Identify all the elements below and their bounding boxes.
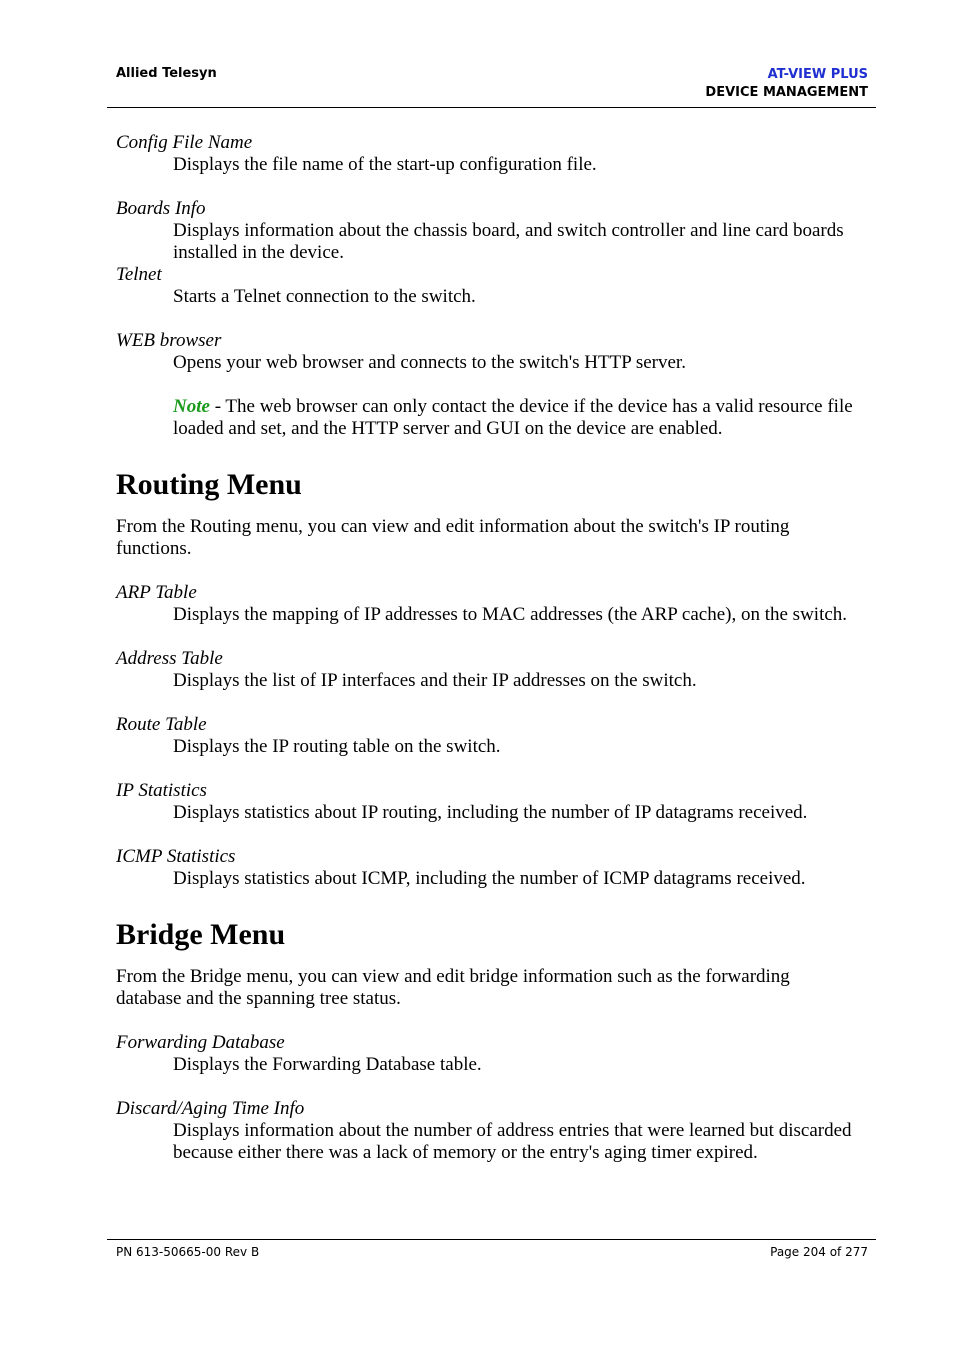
note-text: - The web browser can only contact the device if the device has a valid resource file loaded and set, and the HTTP server and GUI on the device are enabled. (173, 396, 853, 439)
term-label: Config File Name (116, 132, 253, 153)
routing-intro: From the Routing menu, you can view and edit information about the switch's IP routing functions. (116, 516, 790, 559)
routing-heading: Routing Menu (116, 468, 302, 501)
item-boards-info (116, 198, 876, 264)
term-label: IP Statistics (116, 780, 207, 801)
term-description: Displays the Forwarding Database table. (173, 1054, 482, 1075)
footer-rule (107, 1239, 876, 1240)
item-web-browser (116, 330, 876, 374)
header-product: AT-VIEW PLUS (767, 67, 868, 82)
header-rule (107, 107, 876, 108)
item-address-table (116, 648, 876, 692)
note-label: Note (173, 396, 210, 417)
term-label: Route Table (116, 714, 207, 735)
term-label: WEB browser (116, 330, 222, 351)
item-config-file (116, 132, 876, 176)
term-description: Displays the IP routing table on the switch. (173, 736, 501, 757)
term-label: Discard/Aging Time Info (116, 1098, 305, 1119)
term-description: Displays information about the chassis board, and switch controller and line card boards installed in the device. (173, 220, 844, 263)
term-description: Starts a Telnet connection to the switch. (173, 286, 476, 307)
header-title-block (705, 66, 868, 102)
item-arp-table (116, 582, 876, 626)
term-label: Address Table (116, 648, 223, 669)
item-discard-aging (116, 1098, 876, 1164)
term-description: Displays statistics about ICMP, including the number of ICMP datagrams received. (173, 868, 806, 889)
term-label: Boards Info (116, 198, 206, 219)
header-company: Allied Telesyn (116, 66, 217, 81)
term-description: Displays the list of IP interfaces and their IP addresses on the switch. (173, 670, 697, 691)
item-route-table (116, 714, 876, 758)
item-icmp-statistics (116, 846, 876, 890)
term-description: Displays information about the number of address entries that were learned but discarded because either there was a lack of memory or the entry's aging timer expired. (173, 1120, 852, 1163)
bridge-intro: From the Bridge menu, you can view and edit bridge information such as the forwarding database and the spanning tree status. (116, 966, 790, 1009)
term-description: Displays statistics about IP routing, including the number of IP datagrams received. (173, 802, 808, 823)
term-description: Displays the file name of the start-up configuration file. (173, 154, 597, 175)
term-description: Displays the mapping of IP addresses to MAC addresses (the ARP cache), on the switch. (173, 604, 848, 625)
bridge-heading: Bridge Menu (116, 918, 286, 951)
item-forwarding-database (116, 1032, 876, 1076)
term-label: ICMP Statistics (116, 846, 236, 867)
footer-page-number: Page 204 of 277 (770, 1245, 868, 1259)
note-paragraph (173, 396, 868, 440)
term-label: Forwarding Database (116, 1032, 285, 1053)
header-section: DEVICE MANAGEMENT (705, 85, 868, 100)
item-ip-statistics (116, 780, 876, 824)
term-label: ARP Table (116, 582, 197, 603)
page-content (116, 132, 876, 1164)
footer-part-number: PN 613-50665-00 Rev B (116, 1245, 260, 1259)
term-label: Telnet (116, 264, 162, 285)
item-telnet (116, 264, 876, 308)
term-description: Opens your web browser and connects to the switch's HTTP server. (173, 352, 686, 373)
